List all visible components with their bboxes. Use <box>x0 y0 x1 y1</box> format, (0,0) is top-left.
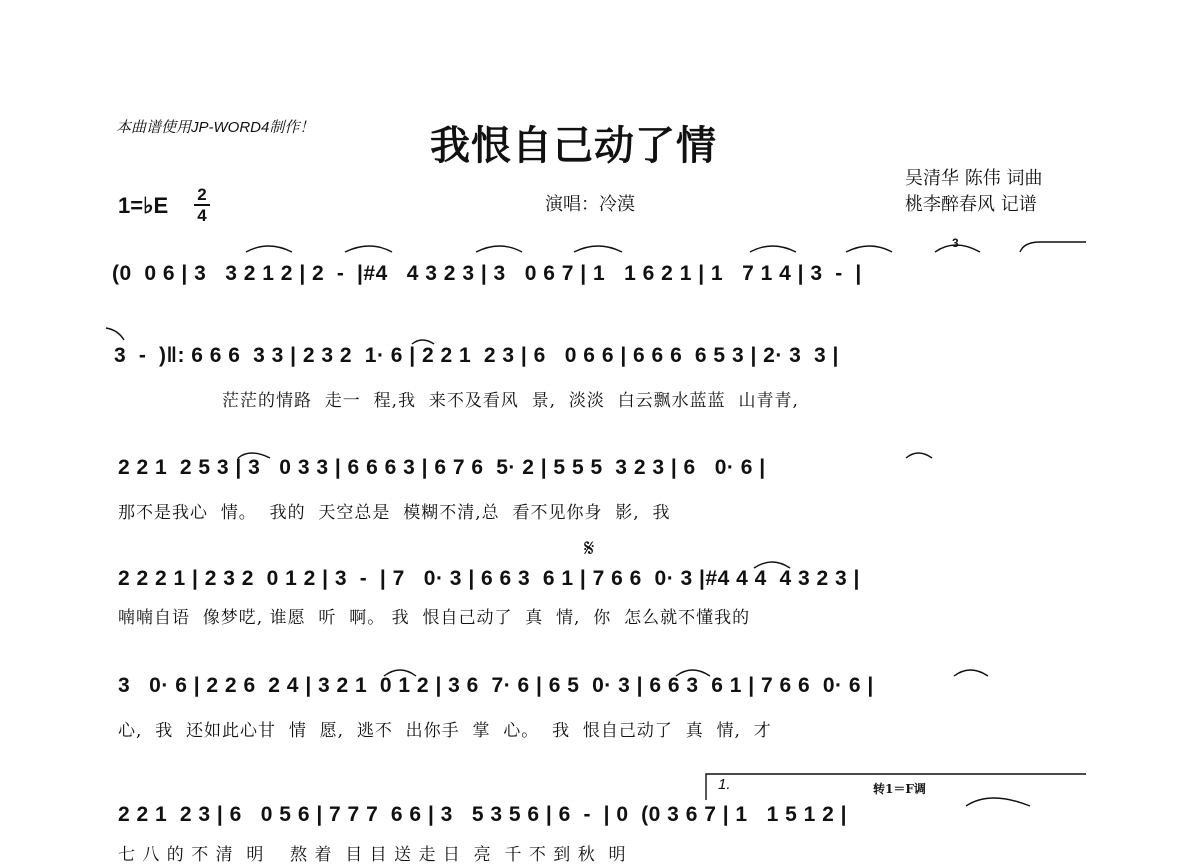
slur <box>750 246 796 252</box>
singer-credit: 演唱：冷漠 <box>545 194 635 215</box>
slur <box>676 670 710 676</box>
system-1-notes: (0 0 6 | 3 3 2 1 2 | 2 - |#4 4 3 2 3 | 3 0 6 7 | 1 1 6 2 1 | 1 7 1 4 | 3 - | <box>112 262 862 285</box>
system-3-lyrics: 那不是我心 情。 我的 天空总是 模糊不清,总 看不见你身 影, 我 <box>118 503 671 523</box>
slur <box>754 562 790 568</box>
time-signature-bottom: 4 <box>197 206 207 225</box>
slur <box>106 328 124 340</box>
slur <box>954 670 988 676</box>
software-note: 本曲谱使用JP-WORD4制作！ <box>116 119 315 136</box>
system-4-lyrics: 喃喃自语 像梦呓, 谁愿 听 啊。 我 恨自己动了 真 情, 你 怎么就不懂我的 <box>118 608 751 628</box>
volta-1-label: 1. <box>718 776 731 793</box>
slur <box>935 245 980 252</box>
system-6-lyrics: 七 八 的 不 清 明 熬 着 目 目 送 走 日 亮 千 不 到 秋 明 <box>118 845 627 865</box>
slur <box>345 246 392 252</box>
slur <box>476 246 522 252</box>
slur <box>574 246 622 252</box>
modulation-mark: 转1＝F调 <box>873 782 926 796</box>
volta-bracket <box>706 774 1086 800</box>
system-2-notes: 3 - )‖: 6 6 6 3 3 | 2 3 2 1· 6 | 2 2 1 2 3 | 6 0 6 6 | 6 6 6 6 5 3 | 2· 3 3 | <box>114 344 839 367</box>
system-3-notes: 2 2 1 2 5 3 | 3 0 3 3 | 6 6 6 3 | 6 7 6 5· 2 | 5 5 5 3 2 3 | 6 0· 6 | <box>118 456 766 479</box>
system-6-notes: 2 2 1 2 3 | 6 0 5 6 | 7 7 7 6 6 | 3 5 3 5 6 | 6 - | 0 (0 3 6 7 | 1 1 5 1 2 | <box>118 803 848 826</box>
slur <box>846 246 892 252</box>
slur <box>906 453 932 458</box>
notation-credit: 桃李醉春风 记谱 <box>905 194 1037 215</box>
triplet-mark: 3 <box>952 236 959 250</box>
slur <box>412 340 434 344</box>
slur <box>246 246 292 252</box>
slur <box>238 453 270 458</box>
segno-icon: 𝄋 <box>584 534 595 562</box>
system-5-lyrics: 心, 我 还如此心甘 情 愿, 逃不 出你手 掌 心。 我 恨自己动了 真 情, 才 <box>118 721 772 741</box>
system-4-notes: 2 2 2 1 | 2 3 2 0 1 2 | 3 - | 7 0· 3 | 6 6 3 6 1 | 7 6 6 0· 3 |#4 4 4 4 3 2 3 | <box>118 567 860 590</box>
slur <box>384 670 416 676</box>
system-5-notes: 3 0· 6 | 2 2 6 2 4 | 3 2 1 0 1 2 | 3 6 7· 6 | 6 5 0· 3 | 6 6 3 6 1 | 7 6 6 0· 6 | <box>118 674 874 697</box>
song-title: 我恨自己动了情 <box>430 122 717 169</box>
key-signature: 1=♭E <box>118 193 169 218</box>
slur <box>966 798 1030 806</box>
lyricist-composer: 吴清华 陈伟 词曲 <box>905 168 1043 189</box>
slur <box>1020 242 1086 252</box>
time-signature-top: 2 <box>197 185 207 204</box>
system-2-lyrics: 茫茫的情路 走一 程,我 来不及看风 景, 淡淡 白云飘水蓝蓝 山青青, <box>222 391 799 411</box>
